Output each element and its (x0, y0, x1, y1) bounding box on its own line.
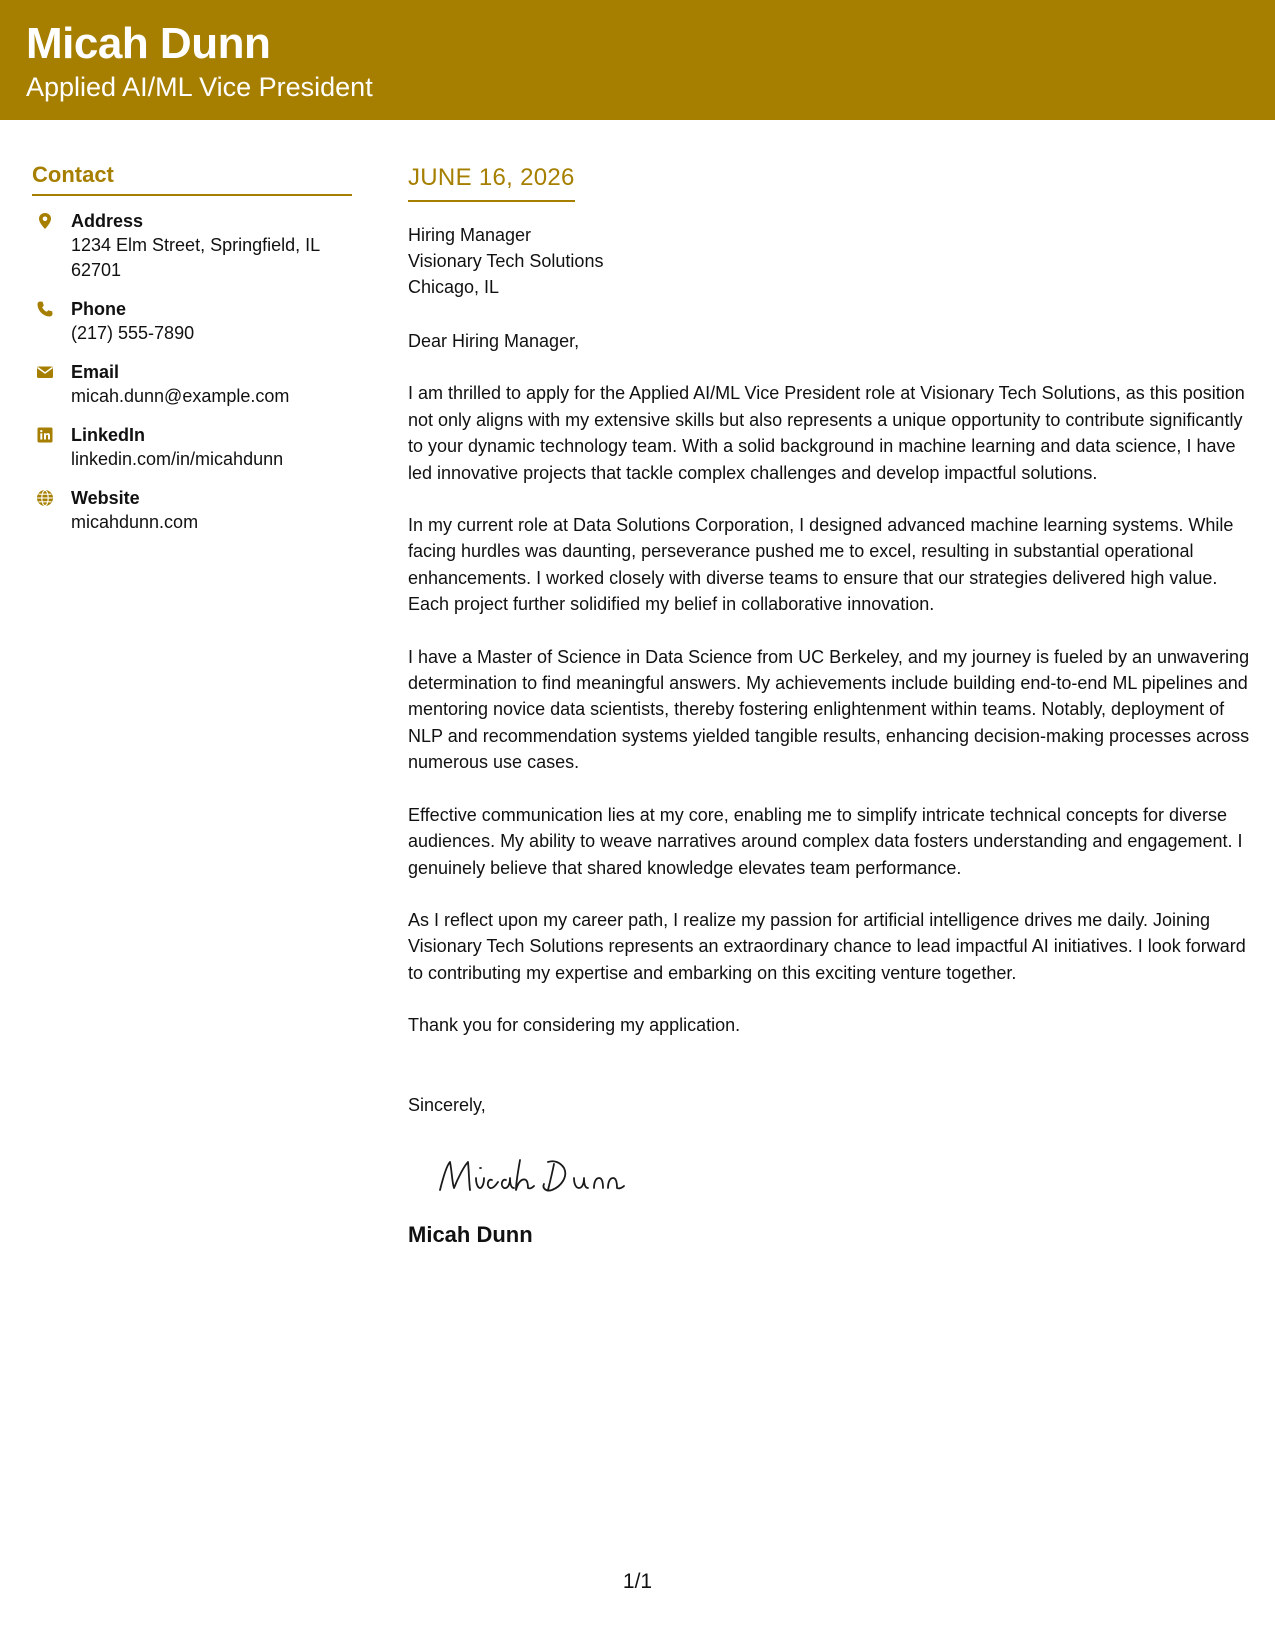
contact-value: 1234 Elm Street, Springfield, IL 62701 (71, 235, 320, 280)
paragraph: As I reflect upon my career path, I realize my passion for artificial intelligence drives me daily. Joining Visionary Tech Solutions represents an extraordinary chance to lead impactful AI initiatives. I look forward to contributing my expertise and embarking on this exciting venture together. (408, 909, 1246, 983)
paragraph: I am thrilled to apply for the Applied AI/ML Vice President role at Visionary Tech Solutions, as this position not only aligns with my extensive skills but also represents a unique opportunity to contribute significantly to your dynamic technology team. With a solid background in machine learning and data science, I have led innovative projects that tackle complex challenges and develop impactful solutions. (408, 383, 1245, 483)
contact-label: Phone (71, 299, 127, 319)
closing: Sincerely, (408, 1094, 486, 1115)
contact-label: Address (71, 211, 144, 231)
paragraph: Thank you for considering my application. (408, 1015, 741, 1036)
contact-value: micahdunn.com (71, 512, 199, 532)
envelope-icon (36, 363, 54, 381)
recipient-block (408, 222, 1253, 300)
contact-label: LinkedIn (71, 425, 146, 445)
contact-label: Website (71, 488, 140, 508)
letter-body (408, 166, 1253, 1246)
map-pin-icon (36, 212, 54, 230)
signer-name: Micah Dunn (408, 1221, 533, 1247)
contact-section-title: Contact (32, 164, 352, 196)
phone-icon (36, 300, 54, 318)
paragraph: In my current role at Data Solutions Corporation, I designed advanced machine learning systems. While facing hurdles was daunting, perseverance pushed me to excel, resulting in substantial operational enhancements. I worked closely with diverse teams to ensure that our strategies delivered high value. Each project further solidified my belief in collaborative innovation. (408, 515, 1234, 615)
contact-item-email (32, 360, 352, 409)
contact-item-website (32, 486, 352, 535)
letter-date: JUNE 16, 2026 (408, 166, 575, 202)
contact-item-phone (32, 297, 352, 346)
candidate-name: Micah Dunn (26, 19, 271, 68)
contact-value: (217) 555-7890 (71, 323, 195, 343)
candidate-role: Applied AI/ML Vice President (26, 72, 373, 102)
contact-value: linkedin.com/in/micahdunn (71, 449, 284, 469)
page-number: 1/1 (622, 1570, 653, 1593)
header-banner (0, 0, 1275, 120)
paragraph: I have a Master of Science in Data Science from UC Berkeley, and my journey is fueled by an unwavering determination to find meaningful answers. My achievements include building end-to-end ML pipelines and mentoring novice data scientists, thereby fostering enlightenment within teams. Notably, deployment of NLP and recommendation systems yielded tangible results, enhancing decision-making processes across numerous use cases. (408, 646, 1250, 773)
sidebar (32, 164, 352, 549)
contact-item-address (32, 209, 352, 283)
linkedin-icon (36, 426, 54, 444)
recipient-line: Chicago, IL (408, 277, 500, 297)
contact-value: micah.dunn@example.com (71, 386, 290, 406)
contact-label: Email (71, 362, 120, 382)
contact-list (32, 209, 352, 535)
paragraph: Effective communication lies at my core, enabling me to simplify intricate technical concepts for diverse audiences. My ability to weave narratives around complex data fosters understanding and engagement. I genuinely believe that shared knowledge elevates team performance. (408, 804, 1243, 878)
handwritten-signature (436, 1152, 656, 1202)
salutation: Dear Hiring Manager, (408, 331, 580, 351)
globe-icon (36, 489, 54, 507)
recipient-line: Visionary Tech Solutions (408, 251, 604, 271)
contact-item-linkedin (32, 423, 352, 472)
recipient-line: Hiring Manager (408, 225, 532, 245)
